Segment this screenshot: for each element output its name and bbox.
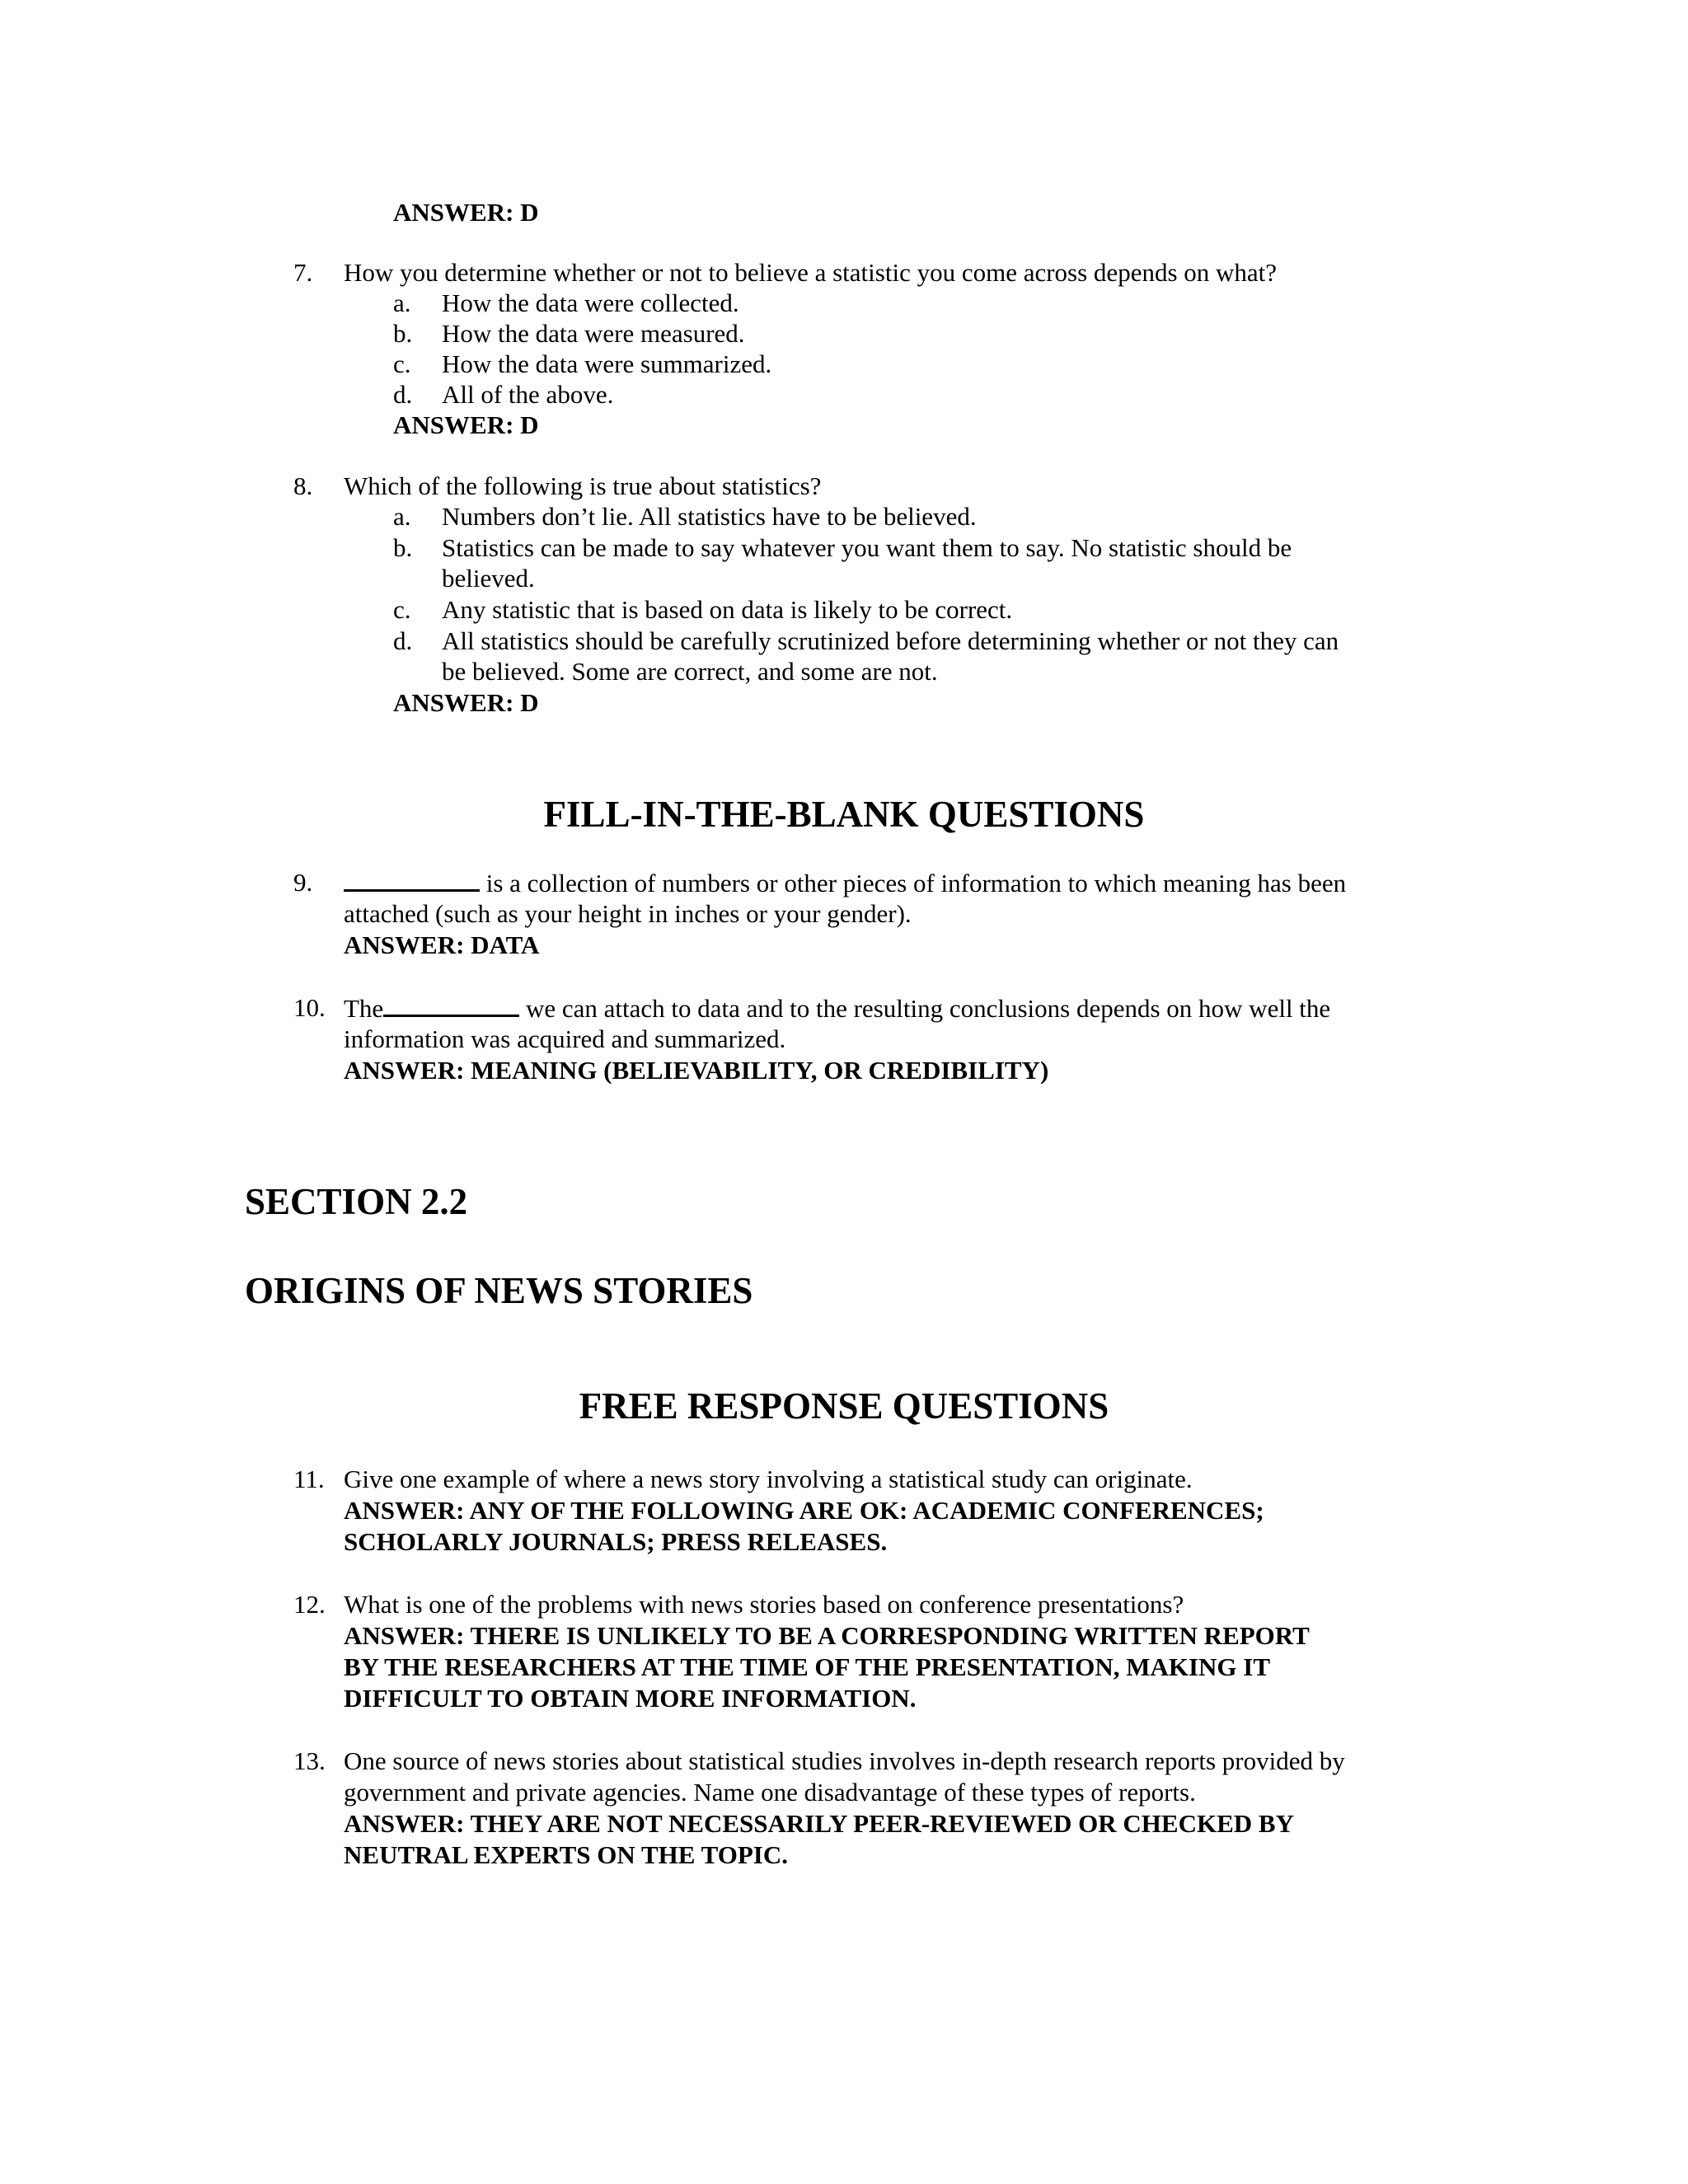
q8-option-d-letter: d. <box>393 626 413 655</box>
section-number: SECTION 2.2 <box>245 1181 468 1222</box>
q8-number: 8. <box>293 471 313 500</box>
q9-blank <box>344 868 480 892</box>
q12-answer: ANSWER: THERE IS UNLIKELY TO BE A CORRESPONDING WRITTEN REPORT <box>344 1621 1310 1650</box>
q10-number: 10. <box>293 993 326 1022</box>
q10-answer: ANSWER: MEANING (BELIEVABILITY, OR CREDIBILITY) <box>344 1056 1049 1085</box>
q13-text: One source of news stories about statistical studies involves in-depth research reports provided by <box>344 1746 1345 1775</box>
fill-in-the-blank-heading: FILL-IN-THE-BLANK QUESTIONS <box>543 794 1145 835</box>
q7-option-b-letter: b. <box>393 319 413 348</box>
q7-number: 7. <box>293 258 313 287</box>
q8-option-d-cont: be believed. Some are correct, and some are not. <box>442 657 938 686</box>
free-response-heading: FREE RESPONSE QUESTIONS <box>579 1385 1109 1427</box>
q8-text: Which of the following is true about statistics? <box>344 471 822 500</box>
q8-option-a: Numbers don’t lie. All statistics have to be believed. <box>442 502 977 531</box>
q7-text: How you determine whether or not to believe a statistic you come across depends on what? <box>344 258 1278 287</box>
q13-answer-cont: NEUTRAL EXPERTS ON THE TOPIC. <box>344 1840 788 1869</box>
q7-answer: ANSWER: D <box>393 410 539 439</box>
q13-number: 13. <box>293 1746 326 1775</box>
q8-option-c: Any statistic that is based on data is likely to be correct. <box>442 595 1013 624</box>
q12-answer-cont-1: BY THE RESEARCHERS AT THE TIME OF THE PRESENTATION, MAKING IT <box>344 1652 1271 1681</box>
q8-answer: ANSWER: D <box>393 688 539 717</box>
q7-option-a-letter: a. <box>393 288 411 317</box>
q7-option-a: How the data were collected. <box>442 288 739 317</box>
q11-text: Give one example of where a news story involving a statistical study can originate. <box>344 1465 1193 1493</box>
q9-answer: ANSWER: DATA <box>344 930 540 959</box>
q7-option-b: How the data were measured. <box>442 319 745 348</box>
q10-line <box>344 993 1330 1024</box>
q11-number: 11. <box>293 1465 325 1493</box>
q9-text-cont: attached (such as your height in inches or your gender). <box>344 899 912 928</box>
q9-text: is a collection of numbers or other pieces of information to which meaning has been <box>480 869 1347 898</box>
q8-option-b: Statistics can be made to say whatever you want them to say. No statistic should be <box>442 533 1292 562</box>
q10-pre: The <box>344 994 384 1023</box>
q12-answer-cont-2: DIFFICULT TO OBTAIN MORE INFORMATION. <box>344 1684 917 1713</box>
q9-line <box>344 868 1346 898</box>
q7-option-c-letter: c. <box>393 349 411 378</box>
q7-option-d: All of the above. <box>442 380 614 409</box>
q13-answer: ANSWER: THEY ARE NOT NECESSARILY PEER-REVIEWED OR CHECKED BY <box>344 1809 1294 1838</box>
q8-option-b-cont: believed. <box>442 564 535 593</box>
q6-answer: ANSWER: D <box>393 198 539 227</box>
q11-answer: ANSWER: ANY OF THE FOLLOWING ARE OK: ACADEMIC CONFERENCES; <box>344 1496 1264 1525</box>
section-title: ORIGINS OF NEWS STORIES <box>245 1270 753 1311</box>
q9-number: 9. <box>293 868 313 897</box>
q12-number: 12. <box>293 1590 326 1619</box>
q11-answer-cont: SCHOLARLY JOURNALS; PRESS RELEASES. <box>344 1527 888 1556</box>
q12-text: What is one of the problems with news stories based on conference presentations? <box>344 1590 1184 1619</box>
q10-blank <box>383 993 519 1017</box>
q7-option-d-letter: d. <box>393 380 413 409</box>
q10-text: we can attach to data and to the resulting conclusions depends on how well the <box>519 994 1331 1023</box>
q7-option-c: How the data were summarized. <box>442 349 772 378</box>
q8-option-d: All statistics should be carefully scrutinized before determining whether or not they can <box>442 626 1339 655</box>
q13-text-cont: government and private agencies. Name one disadvantage of these types of reports. <box>344 1778 1196 1807</box>
q8-option-a-letter: a. <box>393 502 411 531</box>
q8-option-c-letter: c. <box>393 595 411 624</box>
q8-option-b-letter: b. <box>393 533 413 562</box>
q10-text-cont: information was acquired and summarized. <box>344 1024 786 1053</box>
